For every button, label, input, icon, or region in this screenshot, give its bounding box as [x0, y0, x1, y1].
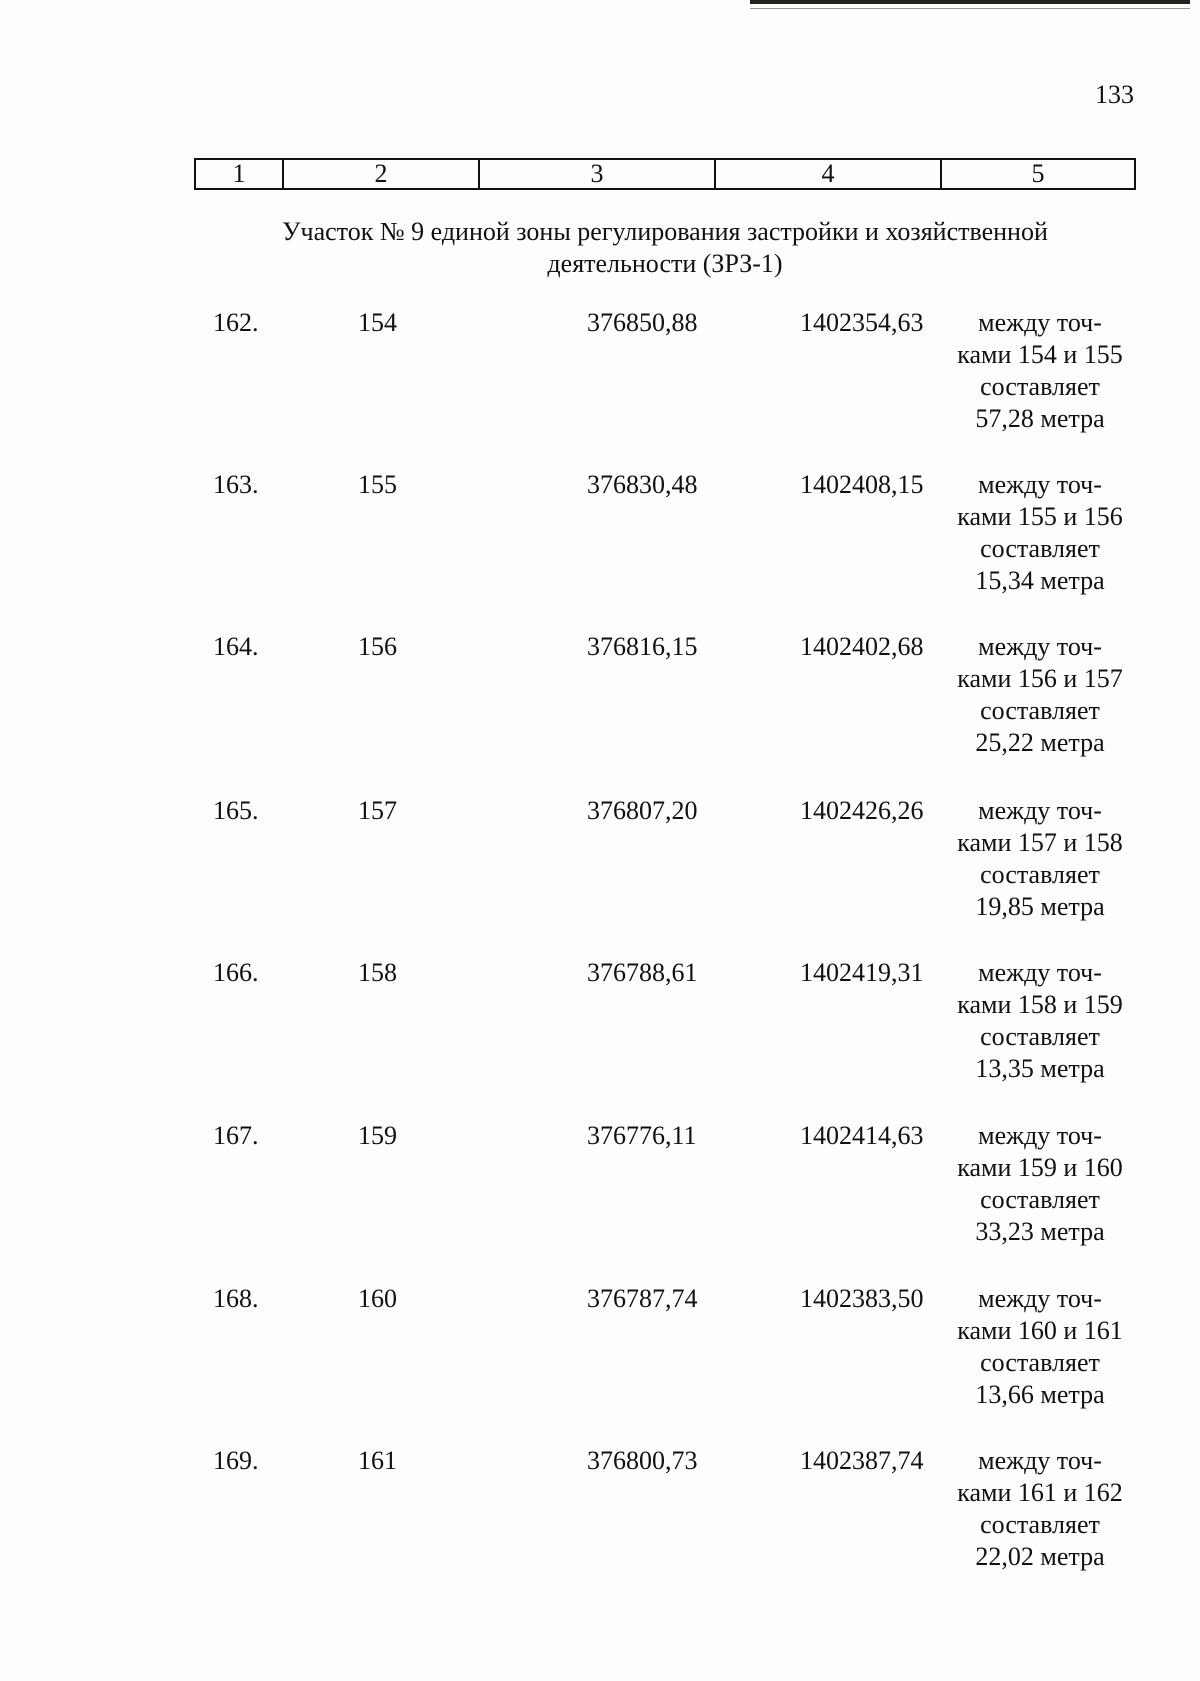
segment-description-line: между точ-	[978, 632, 1102, 661]
row-number: 166.	[213, 958, 259, 987]
segment-description-line: между точ-	[978, 958, 1102, 987]
segment-description-line: составляет	[980, 1348, 1100, 1377]
segment-description-line: 57,28 метра	[975, 404, 1105, 433]
segment-description-line: между точ-	[978, 796, 1102, 825]
segment-description-line: ками 159 и 160	[957, 1153, 1123, 1182]
segment-description-line: составляет	[980, 1185, 1100, 1214]
segment-description-line: 13,66 метра	[975, 1380, 1105, 1409]
segment-description-line: ками 161 и 162	[957, 1478, 1123, 1507]
segment-description-line: между точ-	[978, 308, 1102, 337]
column-header-table	[194, 158, 1136, 190]
section-title-line-2: деятельности (ЗРЗ-1)	[547, 249, 783, 278]
segment-description	[945, 307, 1135, 435]
segment-description-line: составляет	[980, 696, 1100, 725]
coordinate-y: 1402414,63	[800, 1121, 924, 1150]
coordinate-x: 376788,61	[587, 958, 698, 987]
segment-description-line: составляет	[980, 372, 1100, 401]
column-header-1: 1	[196, 160, 284, 188]
segment-description-line: 15,34 метра	[975, 566, 1105, 595]
row-number: 168.	[213, 1284, 259, 1313]
coordinate-y: 1402426,26	[800, 796, 924, 825]
coordinate-x: 376776,11	[587, 1121, 697, 1150]
segment-description	[945, 795, 1135, 923]
column-header-3: 3	[480, 160, 716, 188]
point-number: 157	[358, 796, 397, 825]
coordinate-y: 1402408,15	[800, 470, 924, 499]
segment-description-line: составляет	[980, 1510, 1100, 1539]
segment-description	[945, 1445, 1135, 1573]
top-rule-thin	[750, 8, 1190, 9]
segment-description-line: между точ-	[978, 470, 1102, 499]
point-number: 161	[358, 1446, 397, 1475]
coordinate-y: 1402419,31	[800, 958, 924, 987]
coordinate-x: 376850,88	[587, 308, 698, 337]
segment-description-line: ками 157 и 158	[957, 828, 1123, 857]
segment-description-line: ками 158 и 159	[957, 990, 1123, 1019]
coordinate-x: 376816,15	[587, 632, 698, 661]
row-number: 165.	[213, 796, 259, 825]
point-number: 155	[358, 470, 397, 499]
coordinate-y: 1402383,50	[800, 1284, 924, 1313]
segment-description-line: 13,35 метра	[975, 1054, 1105, 1083]
coordinate-y: 1402402,68	[800, 632, 924, 661]
segment-description-line: между точ-	[978, 1284, 1102, 1313]
column-header-5: 5	[1031, 159, 1045, 188]
page-number: 133	[1095, 80, 1134, 109]
section-title	[194, 216, 1136, 280]
segment-description-line: ками 155 и 156	[957, 502, 1123, 531]
row-number: 163.	[213, 470, 259, 499]
column-header-2: 2	[284, 160, 480, 188]
point-number: 156	[358, 632, 397, 661]
point-number: 159	[358, 1121, 397, 1150]
segment-description-line: составляет	[980, 534, 1100, 563]
segment-description-line: между точ-	[978, 1446, 1102, 1475]
row-number: 162.	[213, 308, 259, 337]
segment-description-line: 19,85 метра	[975, 892, 1105, 921]
segment-description-line: 33,23 метра	[975, 1217, 1105, 1246]
segment-description-line: составляет	[980, 1022, 1100, 1051]
segment-description-line: 22,02 метра	[975, 1542, 1105, 1571]
segment-description	[945, 1120, 1135, 1248]
segment-description	[945, 631, 1135, 759]
segment-description	[945, 957, 1135, 1085]
row-number: 164.	[213, 632, 259, 661]
coordinate-y: 1402387,74	[800, 1446, 924, 1475]
segment-description-line: ками 160 и 161	[957, 1316, 1123, 1345]
coordinate-y: 1402354,63	[800, 308, 924, 337]
row-number: 167.	[213, 1121, 259, 1150]
segment-description	[945, 1283, 1135, 1411]
segment-description-line: составляет	[980, 860, 1100, 889]
segment-description-line: ками 156 и 157	[957, 664, 1123, 693]
coordinate-x: 376830,48	[587, 470, 698, 499]
top-rule	[750, 0, 1190, 4]
point-number: 158	[358, 958, 397, 987]
segment-description-line: ками 154 и 155	[957, 340, 1123, 369]
section-title-line-1: Участок № 9 единой зоны регулирования застройки и хозяйственной	[282, 217, 1048, 246]
row-number: 169.	[213, 1446, 259, 1475]
segment-description	[945, 469, 1135, 597]
point-number: 160	[358, 1284, 397, 1313]
coordinate-x: 376800,73	[587, 1446, 698, 1475]
column-header-4: 4	[716, 160, 942, 188]
point-number: 154	[358, 308, 397, 337]
segment-description-line: между точ-	[978, 1121, 1102, 1150]
coordinate-x: 376807,20	[587, 796, 698, 825]
segment-description-line: 25,22 метра	[975, 728, 1105, 757]
coordinate-x: 376787,74	[587, 1284, 698, 1313]
